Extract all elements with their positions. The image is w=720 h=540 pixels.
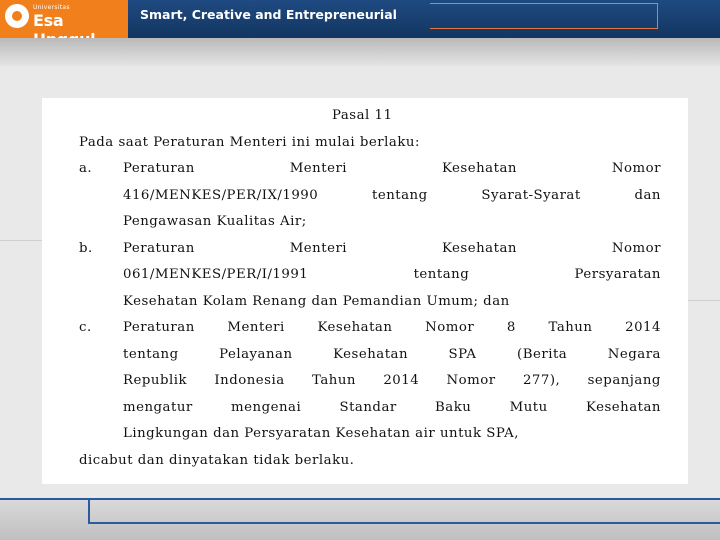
list-marker: c. <box>79 320 92 335</box>
word: Nomor <box>611 161 661 176</box>
word: tentang <box>123 346 179 362</box>
closing-text: dicabut dan dinyatakan tidak berlaku. <box>79 452 355 468</box>
word: mengatur <box>123 399 193 415</box>
word: 061/MENKES/PER/I/1991 <box>123 267 309 282</box>
word: mengenai <box>231 399 302 415</box>
list-item-line <box>123 294 510 309</box>
word: Menteri <box>289 240 348 256</box>
word: tentang <box>371 187 428 203</box>
word: Kesehatan <box>333 346 409 362</box>
document-panel <box>42 98 688 484</box>
list-marker: b. <box>79 240 93 256</box>
university-logo[interactable] <box>0 0 128 38</box>
list-item-line <box>123 400 661 415</box>
list-item-line <box>123 188 661 203</box>
word: Nomor <box>446 373 496 388</box>
word: Peraturan <box>123 320 195 335</box>
footer-outline <box>88 500 720 524</box>
list-item-line <box>123 241 661 256</box>
word: Pelayanan <box>219 346 293 362</box>
word: 2014 <box>383 373 420 388</box>
header-decoration <box>430 3 658 29</box>
word: Pengawasan Kualitas Air; <box>123 214 307 229</box>
list-item-line <box>123 347 661 362</box>
word: Negara <box>607 346 661 362</box>
list-item-line <box>123 426 519 441</box>
list-item-line <box>123 214 307 229</box>
word: SPA <box>448 346 477 362</box>
right-divider <box>688 300 720 301</box>
word: dan <box>634 187 661 203</box>
word: 277), <box>522 373 561 388</box>
word: Republik <box>123 373 188 388</box>
word: Nomor <box>611 240 661 256</box>
word: sepanjang <box>587 373 661 388</box>
word: 416/MENKES/PER/IX/1990 <box>123 187 319 203</box>
word: Kesehatan <box>441 161 517 176</box>
logo-emblem-icon <box>5 4 29 28</box>
word: Tahun <box>312 373 356 388</box>
word: Kesehatan <box>441 240 517 256</box>
word: Peraturan <box>123 240 195 256</box>
list-marker: a. <box>79 161 93 176</box>
word: Lingkungan dan Persyaratan Kesehatan air untuk SPA, <box>123 426 519 441</box>
word: Kesehatan Kolam Renang dan Pemandian Umum; dan <box>123 293 510 309</box>
header-bar <box>0 0 720 38</box>
word: Menteri <box>227 320 285 335</box>
word: Kesehatan <box>586 399 661 415</box>
article-title: Pasal 11 <box>332 108 393 123</box>
logo-name: Esa <box>33 11 64 30</box>
word: Baku <box>435 399 472 415</box>
header-shadow-band <box>0 38 720 66</box>
list-item-line <box>123 373 661 388</box>
word: Indonesia <box>214 373 285 388</box>
word: Persyaratan <box>574 267 661 282</box>
word: Kesehatan <box>317 320 393 335</box>
word: tentang <box>413 267 470 282</box>
word: Tahun <box>548 320 593 335</box>
word: 8 <box>506 320 516 335</box>
list-item-line <box>123 320 661 335</box>
word: Mutu <box>509 399 548 415</box>
word: Syarat-Syarat <box>481 187 581 203</box>
word: (Berita <box>517 346 568 362</box>
word: Nomor <box>425 320 475 335</box>
word: Standar <box>339 399 397 415</box>
logo-subtitle: Universitas <box>33 4 70 11</box>
word: Peraturan <box>123 161 195 176</box>
list-item-line <box>123 267 661 282</box>
tagline: Smart, Creative and Entrepreneurial <box>140 7 397 22</box>
list-item-line <box>123 161 661 176</box>
word: 2014 <box>625 320 661 335</box>
left-divider <box>0 240 42 241</box>
word: Menteri <box>289 161 348 176</box>
intro-text: Pada saat Peraturan Menteri ini mulai berlaku: <box>79 134 420 150</box>
